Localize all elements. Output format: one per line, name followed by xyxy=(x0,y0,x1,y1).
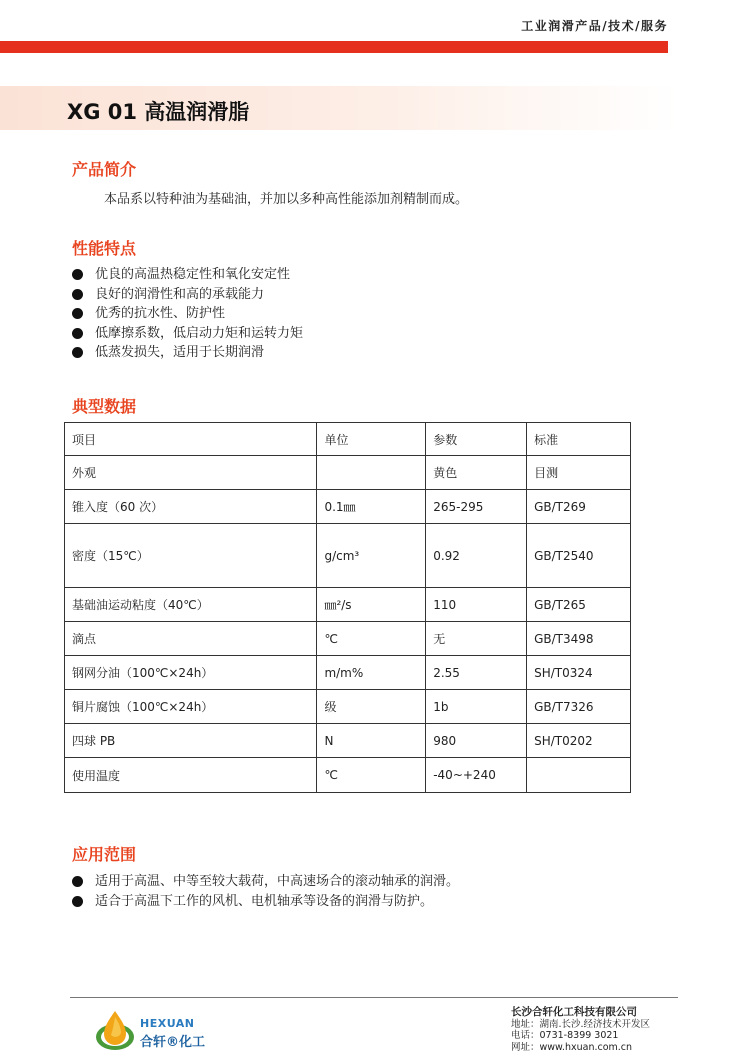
features-list xyxy=(72,265,303,363)
logo-chinese: 合轩®化工 xyxy=(140,1035,206,1050)
table-cell: g/cm³ xyxy=(317,524,426,588)
table-cell: m/m% xyxy=(317,656,426,690)
intro-heading: 产品简介 xyxy=(72,160,137,179)
bullet-icon xyxy=(72,876,83,887)
table-cell: SH/T0324 xyxy=(527,656,631,690)
table-cell: ℃ xyxy=(317,622,426,656)
bullet-icon xyxy=(72,896,83,907)
table-cell: SH/T0202 xyxy=(527,724,631,758)
table-row xyxy=(65,588,631,622)
table-cell: 外观 xyxy=(65,456,317,490)
table-cell: GB/T7326 xyxy=(527,690,631,724)
table-cell: 钢网分油（100℃×24h） xyxy=(65,656,317,690)
list-item xyxy=(72,304,303,324)
table-row xyxy=(65,758,631,793)
header-tagline: 工业润滑产品/技术/服务 xyxy=(521,19,668,33)
table-cell: 265-295 xyxy=(426,490,527,524)
table-row xyxy=(65,524,631,588)
table-row xyxy=(65,690,631,724)
drop-logo-icon xyxy=(95,1007,135,1051)
company-name: 长沙合轩化工科技有限公司 xyxy=(511,1006,637,1018)
typical-data-table xyxy=(64,422,631,793)
company-info xyxy=(511,1007,650,1053)
feature-text: 优良的高温热稳定性和氧化安定性 xyxy=(95,267,291,282)
table-cell: 基础油运动粘度（40℃） xyxy=(65,588,317,622)
application-text: 适用于高温、中等至较大载荷，中高速场合的滚动轴承的润滑。 xyxy=(95,874,460,889)
application-text: 适合于高温下工作的风机、电机轴承等设备的润滑与防护。 xyxy=(95,893,434,909)
table-cell: 2.55 xyxy=(426,656,527,690)
table-cell: GB/T2540 xyxy=(527,524,631,588)
table-cell: 级 xyxy=(317,690,426,724)
table-cell: 使用温度 xyxy=(65,758,317,793)
list-item xyxy=(72,285,303,305)
bullet-icon xyxy=(72,347,83,358)
table-cell: GB/T269 xyxy=(527,490,631,524)
table-cell: N xyxy=(317,724,426,758)
feature-text: 优秀的抗水性、防护性 xyxy=(95,306,226,321)
table-cell: 目测 xyxy=(527,456,631,490)
table-header-row xyxy=(65,423,631,456)
table-cell: 密度（15℃） xyxy=(65,524,317,588)
list-item xyxy=(72,265,303,285)
logo-english: HEXUAN xyxy=(140,1017,195,1030)
table-cell: 滴点 xyxy=(65,622,317,656)
table-cell: 0.92 xyxy=(426,524,527,588)
column-header: 标准 xyxy=(527,423,631,456)
company-website: 网址：www.hxuan.com.cn xyxy=(511,1041,633,1053)
header-red-bar xyxy=(0,41,668,53)
table-cell: ℃ xyxy=(317,758,426,793)
table-cell: ㎜²/s xyxy=(317,588,426,622)
table-cell: 无 xyxy=(426,622,527,656)
intro-text: 本品系以特种油为基础油，并加以多种高性能添加剂精制而成。 xyxy=(104,192,469,207)
table-row xyxy=(65,490,631,524)
table-cell: 1b xyxy=(426,690,527,724)
table-cell: GB/T265 xyxy=(527,588,631,622)
list-item xyxy=(72,343,303,363)
page-title: XG 01 高温润滑脂 xyxy=(67,100,250,124)
table-cell: -40~+240 xyxy=(426,758,527,793)
company-address: 地址：湖南.长沙.经济技术开发区 xyxy=(511,1018,651,1030)
feature-text: 低蒸发损失，适用于长期润滑 xyxy=(95,345,265,360)
table-row xyxy=(65,622,631,656)
table-cell xyxy=(527,758,631,793)
features-heading: 性能特点 xyxy=(72,239,137,258)
bullet-icon xyxy=(72,328,83,339)
column-header: 单位 xyxy=(317,423,426,456)
footer-divider xyxy=(70,997,678,998)
table-cell: 四球 PB xyxy=(65,724,317,758)
table-cell: 110 xyxy=(426,588,527,622)
list-item xyxy=(72,872,459,892)
list-item xyxy=(72,324,303,344)
data-heading: 典型数据 xyxy=(72,397,137,416)
feature-text: 良好的润滑性和高的承载能力 xyxy=(95,286,265,302)
column-header: 项目 xyxy=(65,423,317,456)
company-phone: 电话：0731-8399 3021 xyxy=(511,1030,619,1041)
table-cell xyxy=(317,456,426,490)
table-row xyxy=(65,724,631,758)
table-cell: GB/T3498 xyxy=(527,622,631,656)
list-item xyxy=(72,892,459,912)
column-header: 参数 xyxy=(426,423,527,456)
application-heading: 应用范围 xyxy=(72,845,137,864)
bullet-icon xyxy=(72,308,83,319)
application-list xyxy=(72,872,459,911)
table-cell: 0.1㎜ xyxy=(317,490,426,524)
table-cell: 黄色 xyxy=(426,456,527,490)
table-row xyxy=(65,456,631,490)
bullet-icon xyxy=(72,289,83,300)
table-cell: 锥入度（60 次） xyxy=(65,490,317,524)
feature-text: 低摩擦系数，低启动力矩和运转力矩 xyxy=(95,325,304,341)
bullet-icon xyxy=(72,269,83,280)
table-cell: 铜片腐蚀（100℃×24h） xyxy=(65,690,317,724)
table-row xyxy=(65,656,631,690)
table-cell: 980 xyxy=(426,724,527,758)
